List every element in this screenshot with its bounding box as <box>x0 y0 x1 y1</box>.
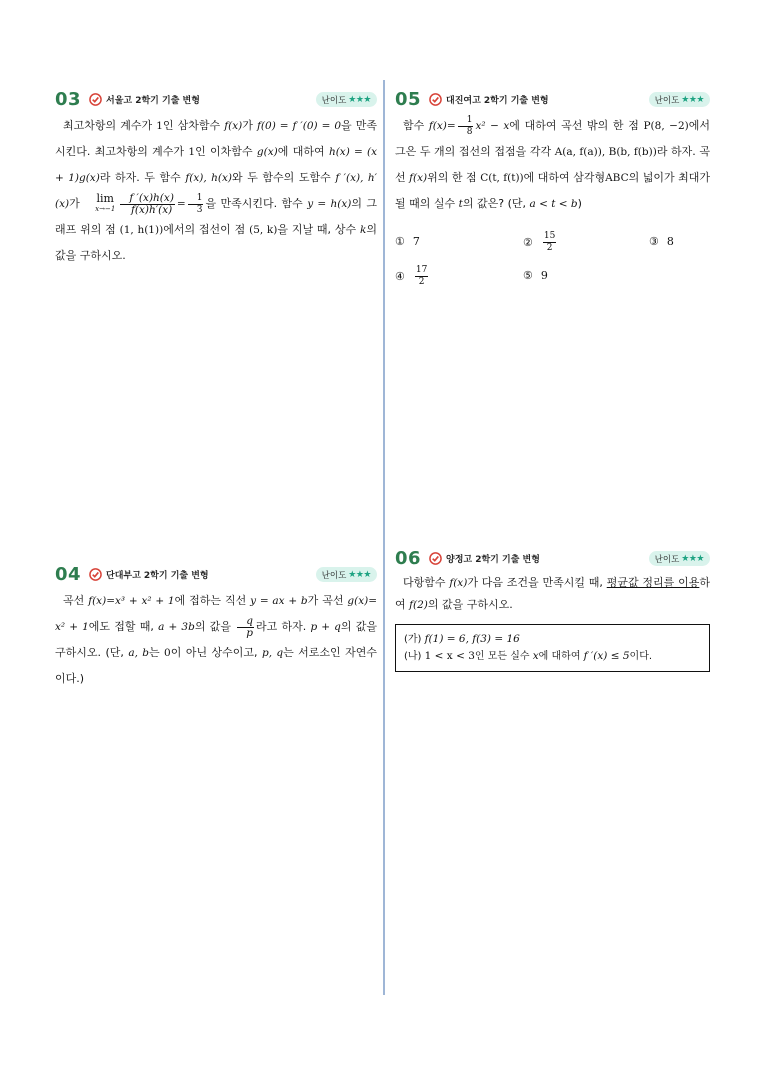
star-icons: ★★★ <box>348 569 371 580</box>
difficulty-label: 난이도 <box>654 95 680 106</box>
problem-06 <box>395 548 710 672</box>
problem-number: 03 <box>55 88 82 110</box>
problem-header <box>55 564 377 584</box>
source-label: 단대부고 2학기 기출 변형 <box>106 570 209 581</box>
condition-ga: (가) f(1) = 6, f(3) = 16 <box>404 633 520 645</box>
difficulty-label: 난이도 <box>321 95 347 106</box>
check-icon <box>89 568 102 581</box>
star-icons: ★★★ <box>348 94 371 105</box>
problem-header <box>55 89 377 109</box>
column-divider <box>383 80 385 995</box>
problem-05 <box>395 88 711 287</box>
check-icon <box>429 552 442 565</box>
fraction: $\frac{1}{3}$ <box>188 193 204 216</box>
check-icon <box>429 93 442 106</box>
check-icon <box>89 93 102 106</box>
fraction: $\frac{f '(x)h(x)}{f(x)h'(x)}$ <box>120 193 175 216</box>
source-label: 대진여고 2학기 기출 변형 <box>446 95 549 106</box>
problem-header <box>395 548 710 568</box>
choice-4[interactable]: ④ $\frac{17}{2}$ <box>395 265 428 287</box>
problem-text: 다항함수 f(x)가 다음 조건을 만족시킬 때, 평균값 정리를 이용하여 f(2)의 값을 구하시오. <box>395 576 710 611</box>
problem-03 <box>55 89 377 269</box>
star-icons: ★★★ <box>681 94 704 105</box>
problem-text: 곡선 f(x)=x³ + x² + 1에 접하는 직선 y = ax + b가 곡선 g(x)= x² + 1에도 접할 때, a + 3b의 값을 $\frac{q}{p}$ 라고 하자. p + q의 값을 구하시오. (단, a, b는 0이 아닌 상수이고, p, q는 서로소인 자연수이다.) <box>55 594 378 685</box>
difficulty-badge <box>649 92 710 107</box>
problem-header <box>395 89 710 109</box>
choice-1[interactable]: ① 7 <box>395 235 420 248</box>
difficulty-label: 난이도 <box>654 554 680 565</box>
conditions-box <box>395 624 710 672</box>
condition-na: (나) 1 < x < 3인 모든 실수 x에 대하여 f ′(x) ≤ 5이다. <box>404 650 653 662</box>
difficulty-badge <box>316 92 377 107</box>
difficulty-badge <box>649 551 710 566</box>
problem-number: 05 <box>395 88 422 110</box>
problem-text: 최고차항의 계수가 1인 삼차함수 f(x)가 f(0) = f ′(0) = 0을 만족시킨다. 최고차항의 계수가 1인 이차함수 g(x)에 대하여 h(x) = (x + 1)g(x)라 하자. 두 함수 f(x), h(x)와 두 함수의 도함수 f ′(x), h′(x)가 lim x→−1 $\frac{f '(x)h(x)}{f(x)h'(x)}$ = $\frac{1}{3}$ 을 만족시킨다. 함수 y = h(x)의 그래프 위의 점 (1, h(1))에서의 접선이 점 (5, k)을 지날 때, 상수 k의 값을 구하시오. <box>55 119 378 262</box>
difficulty-badge <box>316 567 377 582</box>
problem-number: 04 <box>55 563 82 585</box>
problem-text: 함수 f(x)= $\frac{1}{8}$ x² − x에 대하여 곡선 밖의 한 점 P(8, −2)에서 그은 두 개의 접선의 접점을 각각 A(a, f(a)), B(b, f(b))라 하자. 곡선 f(x)위의 한 점 C(t, f(t))에 대하여 삼각형ABC의 넓이가 최대가 될 때의 실수 t의 값은? (단, a < t < b) <box>395 114 711 210</box>
choice-2[interactable]: ② $\frac{15}{2}$ <box>523 231 556 253</box>
difficulty-label: 난이도 <box>321 570 347 581</box>
fraction: $\frac{1}{8}$ <box>458 115 474 138</box>
source-label: 서울고 2학기 기출 변형 <box>106 95 200 106</box>
star-icons: ★★★ <box>681 553 704 564</box>
limit-expression: lim x→−1 <box>95 192 116 213</box>
fraction: $\frac{q}{p}$ <box>237 616 254 639</box>
choice-5[interactable]: ⑤ 9 <box>523 269 548 282</box>
choice-3[interactable]: ③ 8 <box>649 235 674 248</box>
problem-number: 06 <box>395 547 422 569</box>
source-label: 양정고 2학기 기출 변형 <box>446 554 540 565</box>
problem-04 <box>55 564 377 692</box>
underlined-hint: 평균값 정리를 이용 <box>606 576 700 589</box>
